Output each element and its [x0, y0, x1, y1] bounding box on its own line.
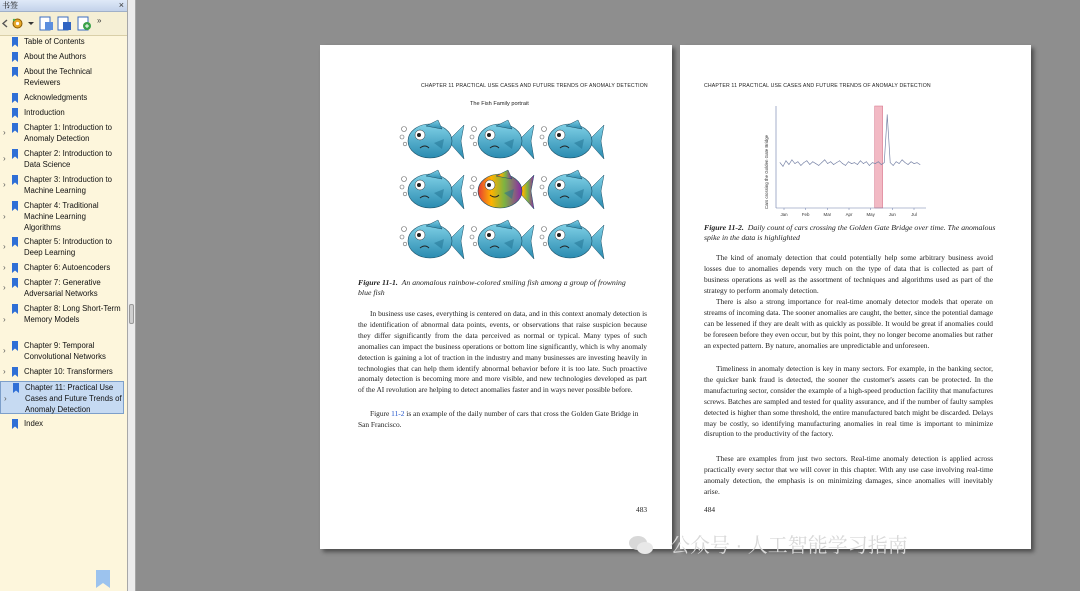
blue-fish: [400, 220, 464, 259]
bookmark-item[interactable]: [0, 340, 124, 362]
expand-chevron-icon[interactable]: ›: [3, 346, 6, 355]
data-point: [872, 162, 873, 163]
close-icon[interactable]: ×: [118, 0, 124, 10]
data-point: [812, 161, 813, 162]
bookmark-icon: [11, 149, 19, 159]
blue-fish: [470, 120, 534, 159]
data-point: [815, 163, 816, 164]
caption-text: Daily count of cars crossing the Golden Gate Bridge over time. The anomalous spike in the data is highlighted: [704, 223, 996, 242]
data-point: [798, 161, 799, 162]
running-header: CHAPTER 11 PRACTICAL USE CASES AND FUTURE TRENDS OF ANOMALY DETECTION: [421, 83, 648, 89]
paragraph-2: [358, 409, 647, 431]
bookmark-icon: [11, 37, 19, 47]
new-bookmark-icon[interactable]: [39, 16, 54, 31]
bookmark-icon: [11, 341, 19, 351]
watermark-text: 公众号 · 人工智能学习指南: [670, 535, 908, 557]
bookmarks-toolbar: [0, 12, 127, 36]
bookmark-item[interactable]: [0, 277, 124, 299]
x-tick-label: Mar: [823, 212, 832, 217]
bookmarks-panel: [0, 0, 128, 591]
data-point: [830, 161, 831, 162]
x-tick-label: Feb: [801, 212, 810, 217]
data-point: [809, 164, 810, 165]
bookmark-label: Chapter 7: Generative Adversarial Networks: [24, 278, 101, 298]
bookmark-label: Chapter 5: Introduction to Deep Learning: [24, 237, 112, 257]
options-gear-icon[interactable]: [10, 16, 25, 31]
data-point: [836, 162, 837, 163]
chart-axes: [776, 106, 926, 208]
data-point: [857, 164, 858, 165]
data-point: [920, 164, 921, 165]
caption-text: An anomalous rainbow-colored smiling fish among a group of frowning blue fish: [358, 278, 626, 297]
bookmark-label: Chapter 2: Introduction to Data Science: [24, 149, 112, 169]
data-point: [908, 164, 909, 165]
x-tick-label: May: [866, 212, 875, 217]
blue-fish: [470, 220, 534, 259]
data-point: [824, 159, 825, 160]
bookmark-item[interactable]: [0, 174, 124, 196]
data-point: [869, 165, 870, 166]
x-tick-label: Apr: [845, 212, 853, 217]
panel-title: [0, 0, 127, 12]
caption-label: Figure 11-2.: [704, 223, 744, 232]
data-point: [842, 163, 843, 164]
bookmark-page-icon[interactable]: [57, 16, 72, 31]
bookmark-list: [0, 36, 127, 591]
bookmark-item[interactable]: [0, 262, 124, 273]
data-point: [917, 162, 918, 163]
page-number: 483: [636, 505, 648, 514]
page-483: [320, 45, 672, 549]
data-point: [863, 163, 864, 164]
bookmark-icon: [11, 367, 19, 377]
bookmark-item[interactable]: [0, 51, 124, 62]
bookmark-icon: [11, 108, 19, 118]
page-484: [680, 45, 1031, 549]
expand-chevron-icon[interactable]: ›: [3, 262, 6, 272]
data-point: [896, 161, 897, 162]
bookmark-item[interactable]: [0, 236, 124, 258]
blue-fish: [540, 220, 604, 259]
bookmark-icon: [11, 52, 19, 62]
blue-fish: [540, 170, 604, 209]
data-point: [833, 164, 834, 165]
wechat-icon: [628, 534, 654, 556]
data-point: [866, 161, 867, 162]
data-point: [821, 162, 822, 163]
bookmark-item[interactable]: [0, 122, 124, 144]
bookmark-icon: [12, 383, 20, 393]
collapse-left-icon[interactable]: [1, 16, 9, 31]
watermark: [628, 531, 1048, 561]
paragraph-2: There is also a strong importance for real-time anomaly detector models that operate on streams of incoming data. The sooner anomalies are caught, the better, since the potential damage can be lessened if they are dealt with as quickly as possible. It would be great if anomalies could be foreseen before they even occur, but by this point, they no longer become anomalies but rather an expected pattern. By nature, anomalies are unpredictable and unforeseen.: [704, 297, 993, 350]
data-point: [899, 163, 900, 164]
bookmark-label: Chapter 11: Practical Use Cases and Future Trends of Anomaly Detection: [25, 383, 122, 414]
paragraph-1: In business use cases, everything is centered on data, and in this context anomaly detection is the identification of abnormal data points, events, or observations that raise suspicion because they differ significantly from the data perceived as normal or typical. Many types of such anomalies can impact the business operations or bottom line significantly, which is why anomaly detection is gaining a lot of traction in the industry and many businesses are investing heavily in technologies that can help them identify abnormal behavior before it is too late. Such proactive anomaly detection is becoming more and more visible, and new technologies developed as part of the AI revolution are helping to detect anomalies faster and in ways never possible before.: [358, 309, 647, 395]
x-tick-label: Jun: [888, 212, 896, 217]
bookmark-label: Chapter 4: Traditional Machine Learning Algorithms: [24, 201, 99, 232]
splitter-handle[interactable]: [129, 304, 134, 324]
data-point: [792, 159, 793, 160]
rainbow-fish: [470, 170, 534, 209]
data-point: [786, 160, 787, 161]
caption-label: Figure 11-1.: [358, 278, 398, 287]
para2-text-end: is an example of the daily number of cars that cross the Golden Gate Bridge in San Francisco.: [358, 409, 639, 429]
para2-text: Figure: [370, 409, 392, 418]
expand-chevron-icon[interactable]: ›: [3, 180, 6, 189]
bookmark-icon: [11, 237, 19, 247]
expand-chevron-icon[interactable]: ›: [3, 128, 6, 137]
bookmark-label: Introduction: [24, 108, 65, 117]
data-point: [801, 165, 802, 166]
blue-fish: [400, 170, 464, 209]
data-point: [783, 166, 784, 167]
bookmark-icon: [11, 304, 19, 314]
bookmark-item[interactable]: [0, 200, 124, 233]
chevron-down-icon[interactable]: [27, 16, 35, 31]
data-point: [780, 162, 781, 163]
data-point: [878, 161, 879, 162]
more-icon[interactable]: »: [97, 16, 102, 25]
data-point: [905, 162, 906, 163]
blue-fish: [400, 120, 464, 159]
bookmark-icon: [11, 175, 19, 185]
panel-title-text: 书签: [2, 1, 18, 10]
x-tick-label: Jul: [911, 212, 917, 217]
bookmark-label: About the Authors: [24, 52, 86, 61]
running-header: CHAPTER 11 PRACTICAL USE CASES AND FUTURE TRENDS OF ANOMALY DETECTION: [704, 83, 931, 89]
bookmark-icon: [11, 419, 19, 429]
bookmark-label: Chapter 1: Introduction to Anomaly Detection: [24, 123, 112, 143]
bookmark-item[interactable]: [0, 381, 124, 414]
data-point: [914, 163, 915, 164]
anomaly-highlight: [875, 106, 883, 208]
data-point: [803, 162, 804, 163]
paragraph-3: Timeliness in anomaly detection is key in many sectors. For example, in the banking sector, the quicker bank fraud is detected, the sooner the customer's assets can be protected. In the manufacturing sector, consider the example of a high-speed production facility that manufactures screws. Batches are sampled and tested for quality assurance, and if the number of faulty samples detected is higher than some threshold, the entire manufactured batch might be discarded. Delays may be costly, so identifying manufacturing anomalies in real time is important to minimize disruption to the productivity of the factory.: [704, 364, 993, 439]
bookmark-item[interactable]: [0, 148, 124, 170]
figure-link[interactable]: 11-2: [391, 409, 405, 418]
bookmark-label: Chapter 10: Transformers: [24, 367, 113, 376]
paragraph-4: These are examples from just two sectors. Real-time anomaly detection is applied across practically every sector that we will cover in this chapter. With any use case involving real-time anomaly detection, the emphasis is on minimizing damages, since anomalies will inevitably arise.: [704, 454, 993, 496]
bookmark-icon: [11, 263, 19, 273]
data-point: [887, 114, 888, 115]
data-point: [851, 163, 852, 164]
line-chart: [760, 100, 930, 220]
data-point: [818, 165, 819, 166]
data-point: [854, 162, 855, 163]
expand-chevron-icon[interactable]: ›: [3, 211, 6, 221]
bookmark-icon: [11, 67, 19, 77]
expand-chevron-icon[interactable]: ›: [3, 154, 6, 163]
data-point: [881, 164, 882, 165]
expand-chevron-icon[interactable]: ›: [3, 366, 6, 376]
expand-chevron-icon[interactable]: ›: [3, 242, 6, 251]
bookmark-label: Chapter 8: Long Short-Term Memory Models: [24, 304, 121, 324]
bookmark-item[interactable]: [0, 36, 124, 47]
x-tick-label: Jan: [780, 212, 788, 217]
blue-fish: [540, 120, 604, 159]
data-point: [860, 160, 861, 161]
data-point: [806, 160, 807, 161]
expand-chevron-icon[interactable]: ›: [3, 314, 6, 324]
bookmark-item[interactable]: [0, 66, 124, 88]
fish-figure: [398, 117, 608, 269]
data-point: [911, 161, 912, 162]
data-point: [795, 163, 796, 164]
data-point: [827, 163, 828, 164]
bookmark-label: Chapter 9: Temporal Convolutional Networks: [24, 341, 106, 361]
data-point: [848, 161, 849, 162]
bookmark-label: Chapter 3: Introduction to Machine Learning: [24, 175, 112, 195]
series-line: [780, 115, 920, 167]
y-axis-label: Cars crossing the Golden Gate Bridge: [764, 134, 769, 210]
bookmark-item[interactable]: [0, 107, 124, 118]
bookmark-item[interactable]: [0, 303, 124, 336]
figure-caption: [704, 223, 1004, 242]
figure-title: The Fish Family portrait: [470, 101, 529, 107]
add-bookmark-icon[interactable]: [77, 16, 92, 31]
bookmark-item[interactable]: [0, 92, 124, 103]
panel-splitter[interactable]: [128, 0, 136, 591]
bookmark-label: Table of Contents: [24, 37, 85, 46]
data-point: [893, 165, 894, 166]
data-point: [839, 160, 840, 161]
paragraph-1: The kind of anomaly detection that could potentially help some arbitrary business avoid losses due to anomalies depends very much on the type of data that is collected as part of business operations as well as the assortment of techniques and algorithms used as part of the strategy to perform anomaly detection.: [704, 253, 993, 295]
page-number: 484: [704, 505, 716, 514]
bookmark-label: About the Technical Reviewers: [24, 67, 92, 87]
bookmark-item[interactable]: [0, 418, 124, 429]
bookmark-icon: [11, 278, 19, 288]
bookmark-item[interactable]: [0, 366, 124, 377]
data-point: [902, 159, 903, 160]
bookmark-icon: [11, 93, 19, 103]
expand-chevron-icon[interactable]: ›: [4, 393, 7, 403]
bookmark-label: Chapter 6: Autoencoders: [24, 263, 111, 272]
bookmark-label: Index: [24, 419, 44, 428]
data-point: [890, 162, 891, 163]
bookmark-icon: [11, 201, 19, 211]
bookmark-icon: [11, 123, 19, 133]
data-point: [884, 162, 885, 163]
figure-caption: [358, 278, 638, 297]
data-point: [845, 165, 846, 166]
expand-chevron-icon[interactable]: ›: [3, 283, 6, 292]
bookmark-watermark-icon: [94, 568, 112, 590]
data-point: [789, 164, 790, 165]
bookmark-label: Acknowledgments: [24, 93, 88, 102]
data-point: [875, 163, 876, 164]
